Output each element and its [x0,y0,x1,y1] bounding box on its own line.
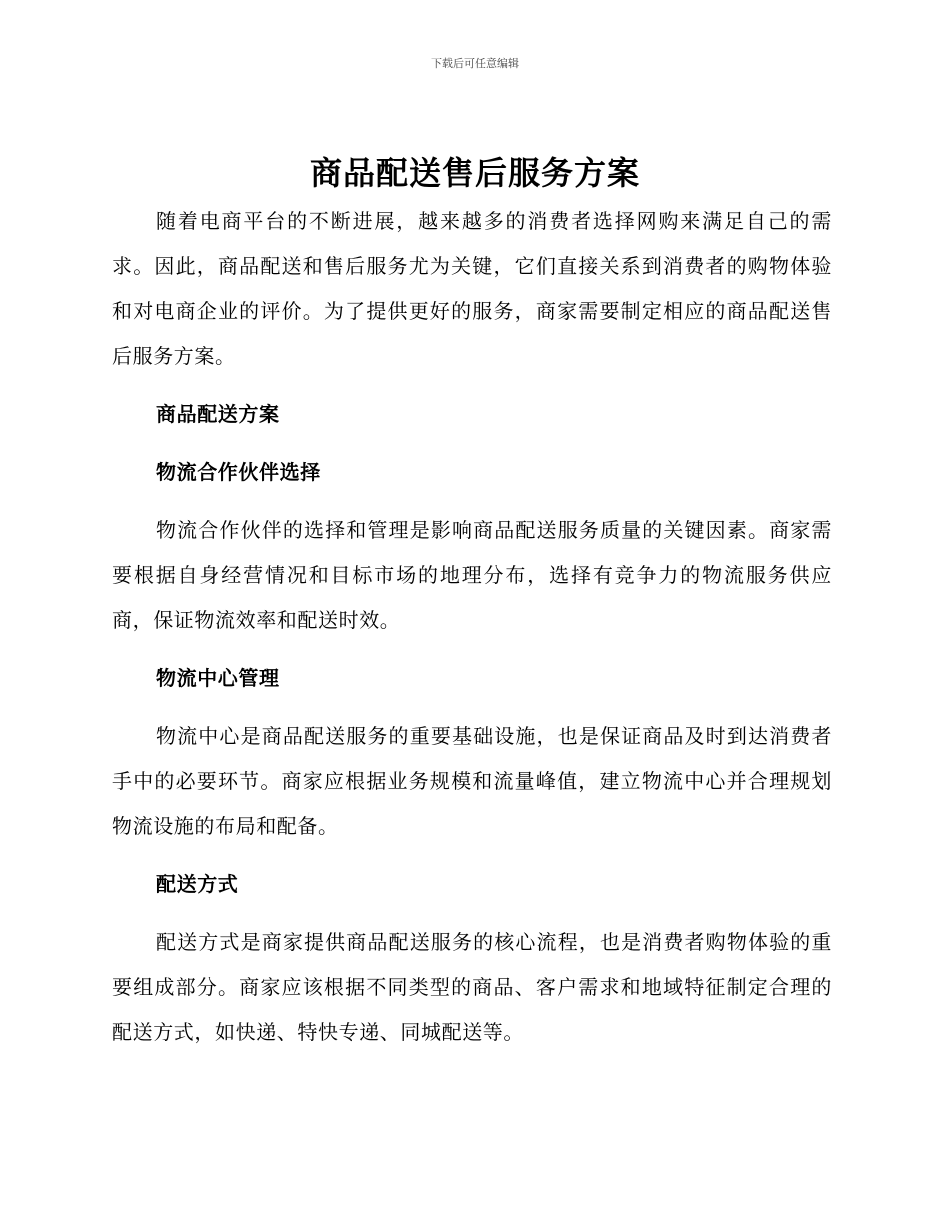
subsection-paragraph-logistics-center: 物流中心是商品配送服务的重要基础设施，也是保证商品及时到达消费者手中的必要环节。商家应根据业务规模和流量峰值，建立物流中心并合理规划物流设施的布局和配备。 [112,724,832,838]
subsection-paragraph-delivery-method: 配送方式是商家提供商品配送服务的核心流程，也是消费者购物体验的重要组成部分。商家应该根据不同类型的商品、客户需求和地域特征制定合理的配送方式，如快递、特快专递、同城配送等。 [112,930,832,1044]
subsection-heading-logistics-partner: 物流合作伙伴选择 [156,460,321,484]
document-title: 商品配送售后服务方案 [309,154,640,192]
intro-paragraph: 随着电商平台的不断进展，越来越多的消费者选择网购来满足自己的需求。因此，商品配送和售后服务尤为关键，它们直接关系到消费者的购物体验和对电商企业的评价。为了提供更好的服务，商家需要制定相应的商品配送售后服务方案。 [112,209,832,368]
header-note: 下载后可任意编辑 [431,57,519,70]
subsection-paragraph-logistics-partner: 物流合作伙伴的选择和管理是影响商品配送服务质量的关键因素。商家需要根据自身经营情况和目标市场的地理分布，选择有竞争力的物流服务供应商，保证物流效率和配送时效。 [112,518,832,632]
subsection-heading-logistics-center: 物流中心管理 [156,666,280,690]
section-heading: 商品配送方案 [156,402,280,426]
subsection-heading-delivery-method: 配送方式 [156,872,239,896]
document-body [112,199,832,1055]
